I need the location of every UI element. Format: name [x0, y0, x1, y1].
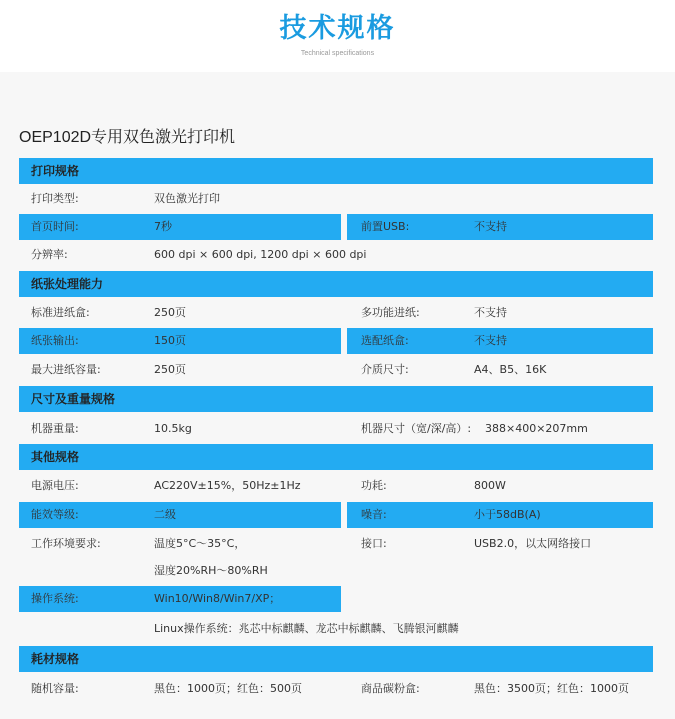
max-capacity-value: 250页	[154, 363, 186, 376]
environment-label: 工作环境要求:	[31, 537, 101, 550]
first-page-label: 首页时间:	[31, 220, 79, 233]
power-label: 功耗:	[361, 479, 387, 492]
resolution-value: 600 dpi × 600 dpi, 1200 dpi × 600 dpi	[154, 248, 367, 261]
weight-value: 10.5kg	[154, 422, 192, 435]
section-print-label: 打印规格	[31, 164, 80, 178]
interface-value: USB2.0，以太网络接口	[474, 537, 592, 550]
section-other-label: 其他规格	[31, 450, 80, 464]
voltage-label: 电源电压:	[31, 479, 79, 492]
dimensions-value: 388×400×207mm	[485, 422, 588, 435]
page-header	[0, 0, 675, 72]
front-usb-value: 不支持	[474, 220, 507, 233]
print-type-value: 双色激光打印	[154, 192, 220, 205]
multi-feed-value: 不支持	[474, 306, 507, 319]
max-capacity-label: 最大进纸容量:	[31, 363, 101, 376]
os-value-windows: Win10/Win8/Win7/XP；	[154, 592, 281, 605]
drum-label: 随机容量:	[31, 682, 79, 695]
std-tray-value: 250页	[154, 306, 186, 319]
media-size-label: 介质尺寸:	[361, 363, 409, 376]
os-label: 操作系统:	[31, 592, 79, 605]
first-page-value: 7秒	[154, 220, 172, 233]
std-tray-label: 标准进纸盒:	[31, 306, 90, 319]
output-value: 150页	[154, 334, 186, 347]
toner-value: 黑色：3500页；红色：1000页	[474, 682, 629, 695]
section-consumables-label: 耗材规格	[31, 652, 80, 666]
power-value: 800W	[474, 479, 506, 492]
print-type-label: 打印类型:	[31, 192, 79, 205]
output-label: 纸张输出:	[31, 334, 79, 347]
front-usb-label: 前置USB:	[361, 220, 410, 233]
section-size-label: 尺寸及重量规格	[31, 392, 116, 406]
section-consumables	[19, 646, 653, 672]
weight-label: 机器重量:	[31, 422, 79, 435]
optional-tray-label: 选配纸盒:	[361, 334, 409, 347]
resolution-label: 分辨率:	[31, 248, 68, 261]
section-paper-label: 纸张处理能力	[31, 277, 104, 291]
noise-value: 小于58dB(A)	[474, 508, 541, 521]
section-print	[19, 158, 653, 184]
page-title: 技术规格	[279, 13, 396, 44]
multi-feed-label: 多功能进纸:	[361, 306, 420, 319]
media-size-value: A4、B5、16K	[474, 363, 547, 376]
efficiency-value: 二级	[154, 508, 176, 521]
environment-value-humidity: 湿度20%RH～80%RH	[154, 564, 268, 577]
product-title: OEP102D专用双色激光打印机	[19, 129, 236, 146]
environment-value-temp: 温度5°C～35°C，	[154, 537, 246, 550]
page-subtitle: Technical specifications	[300, 50, 375, 57]
interface-label: 接口:	[361, 537, 387, 550]
efficiency-label: 能效等级:	[31, 508, 79, 521]
os-value-linux: Linux操作系统：兆芯中标麒麟、龙芯中标麒麟、飞腾银河麒麟	[154, 622, 459, 635]
section-other	[19, 444, 653, 470]
optional-tray-value: 不支持	[474, 334, 507, 347]
spec-content	[0, 72, 675, 719]
section-size	[19, 386, 653, 412]
dimensions-label: 机器尺寸（宽/深/高）:	[361, 422, 472, 435]
drum-value: 黑色：1000页；红色：500页	[154, 682, 302, 695]
voltage-value: AC220V±15%，50Hz±1Hz	[154, 479, 301, 492]
toner-label: 商品碳粉盒:	[361, 682, 420, 695]
noise-label: 噪音:	[361, 508, 387, 521]
section-paper	[19, 271, 653, 297]
